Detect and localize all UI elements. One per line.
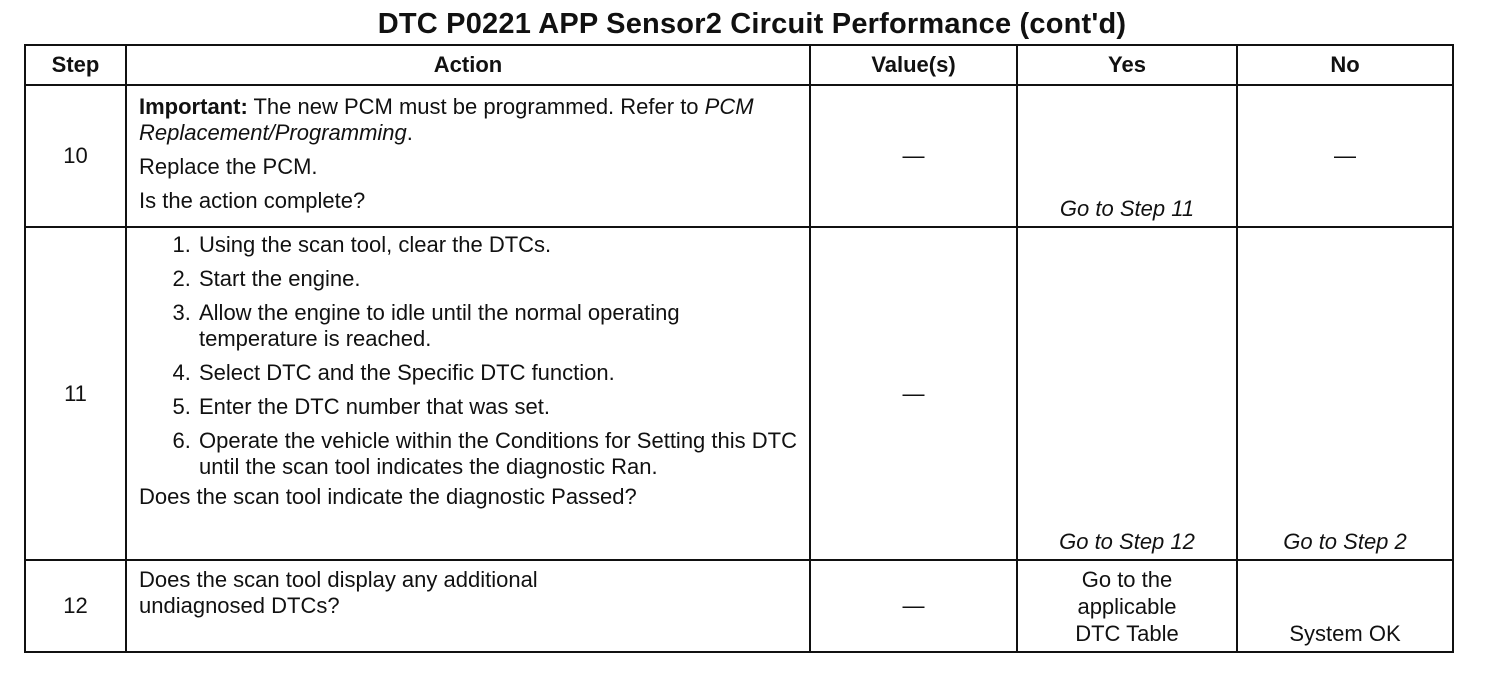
no-cell: System OK — [1237, 560, 1453, 652]
step-number: 11 — [25, 227, 126, 560]
action-cell — [126, 560, 810, 652]
procedure-step: 4. Select DTC and the Specific DTC function. — [197, 360, 799, 386]
yes-line: applicable — [1077, 594, 1177, 619]
procedure-reference: PCM Replacement/Programming — [139, 94, 754, 145]
value-cell: — — [810, 85, 1017, 227]
yes-line: Go to the — [1081, 567, 1173, 592]
action-cell — [126, 227, 810, 560]
header-values: Value(s) — [810, 45, 1017, 85]
header-no: No — [1237, 45, 1453, 85]
no-cell: Go to Step 2 — [1237, 227, 1453, 560]
diagnostic-table — [24, 44, 1454, 653]
important-text: The new PCM must be programmed. Refer to — [247, 94, 705, 119]
important-label: Important: — [139, 94, 248, 119]
action-line: Replace the PCM. — [139, 154, 318, 179]
header-yes: Yes — [1017, 45, 1237, 85]
header-action: Action — [126, 45, 810, 85]
yes-cell: Go to Step 12 — [1017, 227, 1237, 560]
page-title: DTC P0221 APP Sensor2 Circuit Performance (cont'd) — [377, 8, 1127, 40]
table-row — [25, 227, 1453, 560]
value-cell: — — [810, 227, 1017, 560]
procedure-step: 1. Using the scan tool, clear the DTCs. — [197, 232, 799, 258]
procedure-step: 6. Operate the vehicle within the Conditions for Setting this DTC until the scan tool indicates the diagnostic Ran. — [197, 428, 799, 480]
table-row — [25, 85, 1453, 227]
yes-cell — [1017, 560, 1237, 652]
procedure-step: 2. Start the engine. — [197, 266, 799, 292]
yes-line: DTC Table — [1075, 621, 1179, 646]
important-note — [139, 94, 799, 146]
important-end: . — [406, 120, 413, 145]
no-cell: — — [1237, 85, 1453, 227]
step-number: 10 — [25, 85, 126, 227]
header-step: Step — [25, 45, 126, 85]
procedure-step: 3. Allow the engine to idle until the normal operating temperature is reached. — [197, 300, 799, 352]
action-question: Does the scan tool display any additional undiagnosed DTCs? — [139, 567, 538, 618]
yes-cell: Go to Step 11 — [1017, 85, 1237, 227]
step-number: 12 — [25, 560, 126, 652]
action-question: Is the action complete? — [139, 188, 366, 213]
procedure-step: 5. Enter the DTC number that was set. — [197, 394, 799, 420]
action-question: Does the scan tool indicate the diagnostic Passed? — [139, 484, 637, 509]
table-header-row — [25, 45, 1453, 85]
action-cell — [126, 85, 810, 227]
procedure-steps — [139, 232, 799, 480]
table-row — [25, 560, 1453, 652]
value-cell: — — [810, 560, 1017, 652]
